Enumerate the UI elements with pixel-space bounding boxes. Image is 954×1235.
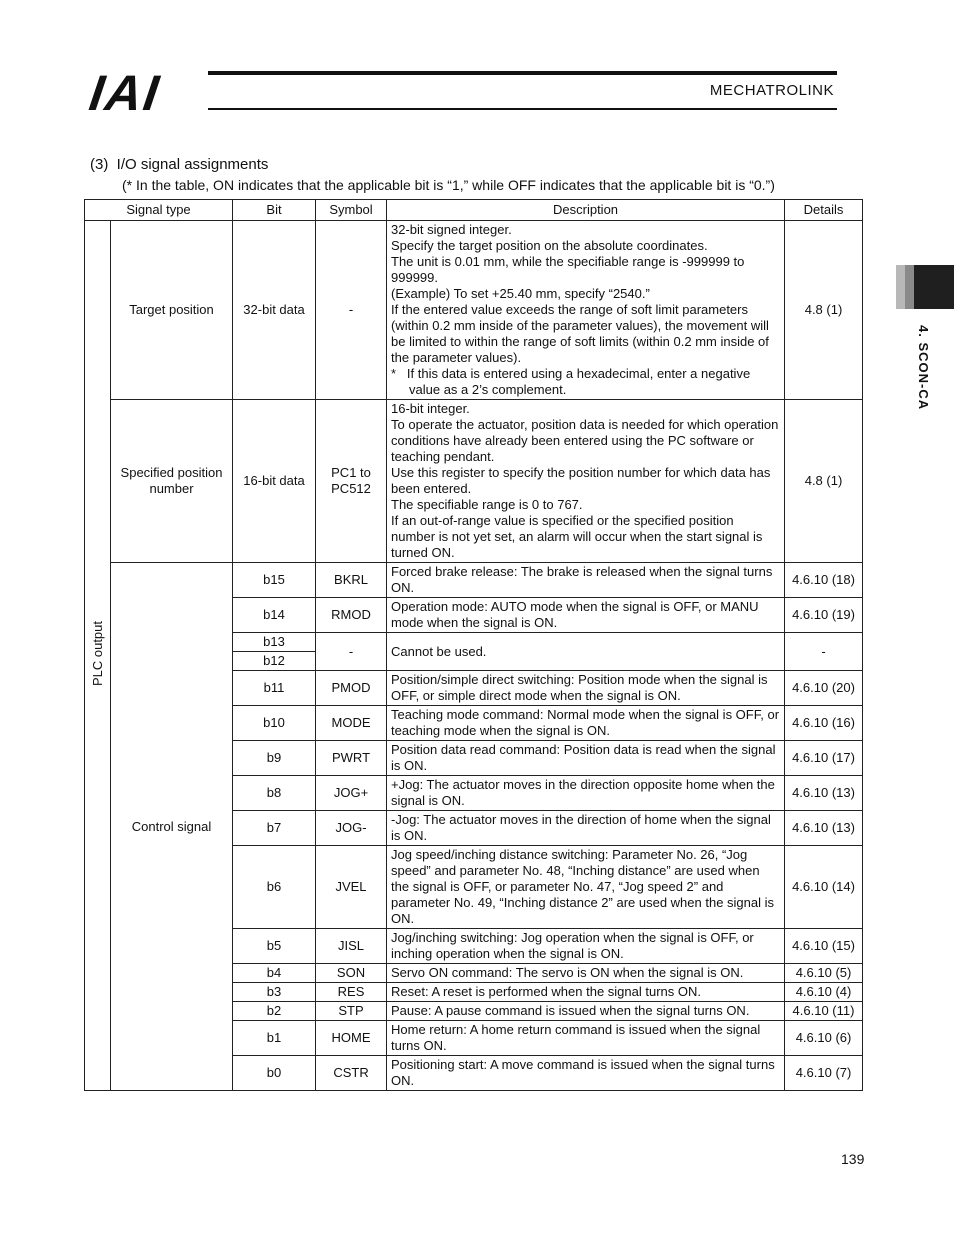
symbol-cell: STP (316, 1002, 387, 1021)
header-rule-top (208, 71, 837, 75)
details-cell: - (785, 633, 863, 671)
bit-cell: b4 (233, 964, 316, 983)
header-symbol: Symbol (316, 200, 387, 221)
symbol-cell: JOG+ (316, 776, 387, 811)
symbol-cell: RMOD (316, 598, 387, 633)
section-note: (* In the table, ON indicates that the applicable bit is “1,” while OFF indicates that the applicable bit is “0.”) (122, 177, 775, 193)
desc-line: Use this register to specify the position number for which data has been entered. (391, 465, 771, 496)
symbol-cell: JVEL (316, 846, 387, 929)
details-cell: 4.6.10 (13) (785, 811, 863, 846)
symbol-cell: PC1 to PC512 (316, 400, 387, 563)
table-header-row (85, 200, 863, 221)
chapter-tab (896, 265, 954, 309)
symbol-cell: RES (316, 983, 387, 1002)
symbol-cell: BKRL (316, 563, 387, 598)
bit-cell: b0 (233, 1056, 316, 1091)
description-cell: Pause: A pause command is issued when the signal turns ON. (387, 1002, 785, 1021)
bit-cell: b7 (233, 811, 316, 846)
desc-line: (Example) To set +25.40 mm, specify “2540.” (391, 286, 650, 301)
bit-cell: 16-bit data (233, 400, 316, 563)
signal-type-cell: Target position (111, 221, 233, 400)
bit-cell: b3 (233, 983, 316, 1002)
desc-note: * If this data is entered using a hexadecimal, enter a negative value as a 2’s complement. (391, 366, 751, 397)
details-cell: 4.6.10 (16) (785, 706, 863, 741)
bit-cell: b11 (233, 671, 316, 706)
description-cell: Positioning start: A move command is issued when the signal turns ON. (387, 1056, 785, 1091)
description-cell (387, 400, 785, 563)
plc-output-group (85, 221, 111, 1091)
description-cell (387, 221, 785, 400)
bit-cell: b15 (233, 563, 316, 598)
bit-cell: b8 (233, 776, 316, 811)
page-number: 139 (841, 1151, 865, 1167)
symbol-cell: MODE (316, 706, 387, 741)
bit-cell: b13 (233, 633, 316, 652)
io-signal-table (84, 199, 863, 1091)
header-description: Description (387, 200, 785, 221)
details-cell: 4.6.10 (5) (785, 964, 863, 983)
symbol-cell: - (316, 633, 387, 671)
details-cell: 4.6.10 (11) (785, 1002, 863, 1021)
description-cell: Position/simple direct switching: Position mode when the signal is OFF, or simple direct mode when the signal is ON. (387, 671, 785, 706)
bit-cell: b9 (233, 741, 316, 776)
details-cell: 4.6.10 (20) (785, 671, 863, 706)
description-cell: -Jog: The actuator moves in the direction of home when the signal is ON. (387, 811, 785, 846)
desc-line: To operate the actuator, position data is needed for which operation conditions have already been entered using the PC software or teaching pendant. (391, 417, 779, 464)
bit-cell: b14 (233, 598, 316, 633)
symbol-cell: - (316, 221, 387, 400)
description-cell: Forced brake release: The brake is released when the signal turns ON. (387, 563, 785, 598)
description-cell: Jog/inching switching: Jog operation when the signal is OFF, or inching operation when the signal is ON. (387, 929, 785, 964)
header-details: Details (785, 200, 863, 221)
details-cell: 4.6.10 (17) (785, 741, 863, 776)
plc-output-label: PLC output (89, 620, 105, 687)
bit-cell: b1 (233, 1021, 316, 1056)
bit-cell: b5 (233, 929, 316, 964)
description-cell: Reset: A reset is performed when the signal turns ON. (387, 983, 785, 1002)
description-cell: +Jog: The actuator moves in the direction opposite home when the signal is ON. (387, 776, 785, 811)
description-cell: Operation mode: AUTO mode when the signal is OFF, or MANU mode when the signal is ON. (387, 598, 785, 633)
table-row (85, 400, 863, 563)
details-cell: 4.6.10 (4) (785, 983, 863, 1002)
symbol-cell: JOG- (316, 811, 387, 846)
desc-line: Specify the target position on the absolute coordinates. (391, 238, 708, 253)
iai-logo: IAI (86, 65, 164, 121)
description-cell: Jog speed/inching distance switching: Parameter No. 26, “Jog speed” and parameter No. 48, “Inching distance” are used when the signal is OFF, or parameter No. 47, “Jog speed 2” and parameter No. 49, “Inching distance 2” are used when the signal is ON. (387, 846, 785, 929)
details-cell: 4.6.10 (13) (785, 776, 863, 811)
bit-cell: b2 (233, 1002, 316, 1021)
symbol-cell: SON (316, 964, 387, 983)
section-title: (3) I/O signal assignments (90, 156, 269, 173)
bit-cell: b10 (233, 706, 316, 741)
symbol-cell: CSTR (316, 1056, 387, 1091)
bit-cell: b12 (233, 652, 316, 671)
symbol-cell: HOME (316, 1021, 387, 1056)
details-cell: 4.8 (1) (785, 400, 863, 563)
bit-cell: 32-bit data (233, 221, 316, 400)
description-cell: Home return: A home return command is issued when the signal turns ON. (387, 1021, 785, 1056)
details-cell: 4.8 (1) (785, 221, 863, 400)
description-cell: Position data read command: Position data is read when the signal is ON. (387, 741, 785, 776)
table-row (85, 563, 863, 598)
description-cell: Teaching mode command: Normal mode when the signal is OFF, or teaching mode when the signal is ON. (387, 706, 785, 741)
details-cell: 4.6.10 (14) (785, 846, 863, 929)
chapter-tab-label: 4. SCON-CA (916, 325, 931, 411)
desc-line: 32-bit signed integer. (391, 222, 512, 237)
description-cell: Servo ON command: The servo is ON when the signal is ON. (387, 964, 785, 983)
details-cell: 4.6.10 (7) (785, 1056, 863, 1091)
header-title: MECHATROLINK (709, 82, 834, 99)
details-cell: 4.6.10 (18) (785, 563, 863, 598)
symbol-cell: JISL (316, 929, 387, 964)
symbol-cell: PWRT (316, 741, 387, 776)
details-cell: 4.6.10 (6) (785, 1021, 863, 1056)
desc-line: If an out-of-range value is specified or the specified position number is not yet set, an alarm will occur when the start signal is turned ON. (391, 513, 763, 560)
table-row (85, 221, 863, 400)
desc-line: The unit is 0.01 mm, while the specifiable range is -999999 to 999999. (391, 254, 745, 285)
description-cell: Cannot be used. (387, 633, 785, 671)
signal-type-cell: Specified position number (111, 400, 233, 563)
symbol-cell: PMOD (316, 671, 387, 706)
header-rule-bottom (208, 108, 837, 110)
signal-type-cell: Control signal (111, 563, 233, 1091)
desc-line: If the entered value exceeds the range of soft limit parameters (within 0.2 mm inside of the parameter values), the movement will be limited to within the range of soft limits (within 0.2 mm inside of the parameter values). (391, 302, 769, 365)
header-bit: Bit (233, 200, 316, 221)
details-cell: 4.6.10 (19) (785, 598, 863, 633)
desc-line: The specifiable range is 0 to 767. (391, 497, 583, 512)
details-cell: 4.6.10 (15) (785, 929, 863, 964)
desc-line: 16-bit integer. (391, 401, 470, 416)
header-signal-type: Signal type (85, 200, 233, 221)
bit-cell: b6 (233, 846, 316, 929)
